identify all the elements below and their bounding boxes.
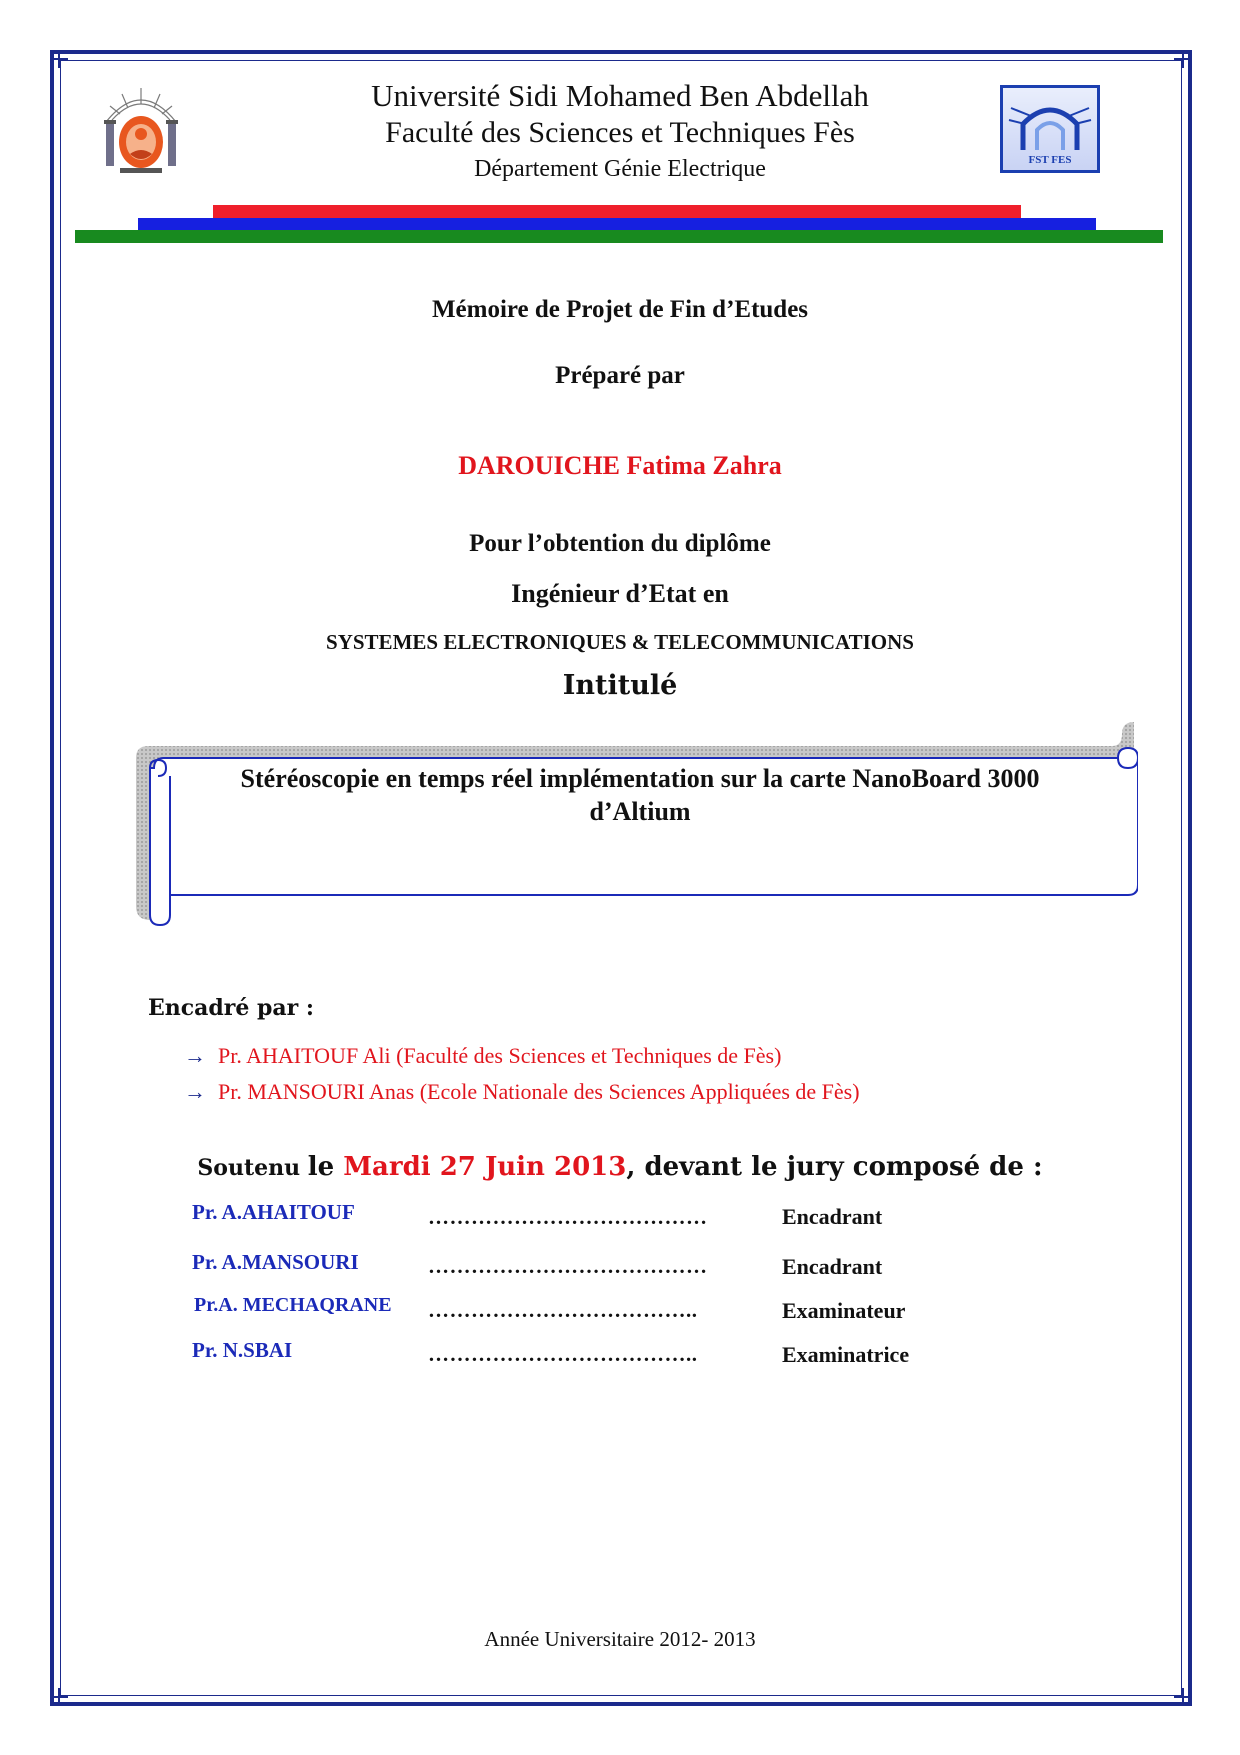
project-title <box>175 762 1105 828</box>
logo-caption: FST FES <box>1028 154 1072 166</box>
jury-member-name: Pr.A. MECHAQRANE <box>194 1294 392 1316</box>
jury-member-name: Pr. A.AHAITOUF <box>192 1200 355 1224</box>
university-emblem-icon <box>100 84 182 176</box>
supervisor-item <box>184 1079 860 1105</box>
jury-member-role: Examinateur <box>782 1298 906 1323</box>
title-heading: Intitulé <box>562 670 678 701</box>
corner-ornament <box>1174 50 1192 68</box>
project-title-line1: Stéréoscopie en temps réel implémentation sur la carte NanoBoard 3000 <box>240 764 1040 793</box>
supervisor-name: Pr. MANSOURI Anas (Ecole Nationale des Sciences Appliquées de Fès) <box>218 1079 860 1104</box>
project-title-line2: d’Altium <box>589 797 691 826</box>
defense-statement <box>100 1152 1140 1182</box>
red-divider-bar <box>213 205 1021 218</box>
defense-date: Mardi 27 Juin 2013 <box>343 1152 627 1182</box>
prepared-by-label: Préparé par <box>555 362 685 389</box>
jury-member-role: Encadrant <box>782 1254 883 1279</box>
author-name: DAROUICHE Fatima Zahra <box>458 451 782 480</box>
defense-label: Soutenu <box>197 1155 308 1181</box>
academic-year: Année Universitaire 2012- 2013 <box>484 1627 756 1651</box>
defense-suffix: , devant le jury composé de : <box>626 1152 1043 1182</box>
jury-member-role: Examinatrice <box>782 1342 910 1367</box>
jury-dots: ………………………………… <box>428 1254 708 1278</box>
supervisor-name: Pr. AHAITOUF Ali (Faculté des Sciences et Techniques de Fès) <box>218 1043 782 1068</box>
jury-member-name: Pr. N.SBAI <box>192 1338 293 1362</box>
document-type: Mémoire de Projet de Fin d’Etudes <box>431 296 809 323</box>
green-divider-bar <box>75 230 1163 243</box>
corner-ornament <box>50 50 68 68</box>
supervisor-item <box>184 1043 781 1069</box>
department-name: Département Génie Electrique <box>474 156 766 182</box>
defense-le: le <box>307 1152 344 1182</box>
jury-dots: ……………………………….. <box>428 1298 698 1322</box>
diploma-label: Ingénieur d’Etat en <box>511 579 729 608</box>
faculty-name: Faculté des Sciences et Techniques Fès <box>385 116 855 149</box>
obtention-label: Pour l’obtention du diplôme <box>469 530 771 557</box>
jury-dots: ………………………………… <box>428 1205 708 1229</box>
arrow-right-icon: → <box>184 1043 206 1068</box>
corner-ornament <box>50 1688 68 1706</box>
supervised-by-label: Encadré par : <box>148 995 315 1021</box>
university-name: Université Sidi Mohamed Ben Abdellah <box>371 78 869 113</box>
specialty: SYSTEMES ELECTRONIQUES & TELECOMMUNICATIONS <box>326 630 914 654</box>
fst-fes-logo-icon <box>1000 85 1100 173</box>
corner-ornament <box>1174 1688 1192 1706</box>
jury-dots: ……………………………….. <box>428 1342 698 1366</box>
jury-member-name: Pr. A.MANSOURI <box>192 1250 359 1274</box>
arrow-right-icon: → <box>184 1079 206 1104</box>
jury-member-role: Encadrant <box>782 1204 883 1229</box>
